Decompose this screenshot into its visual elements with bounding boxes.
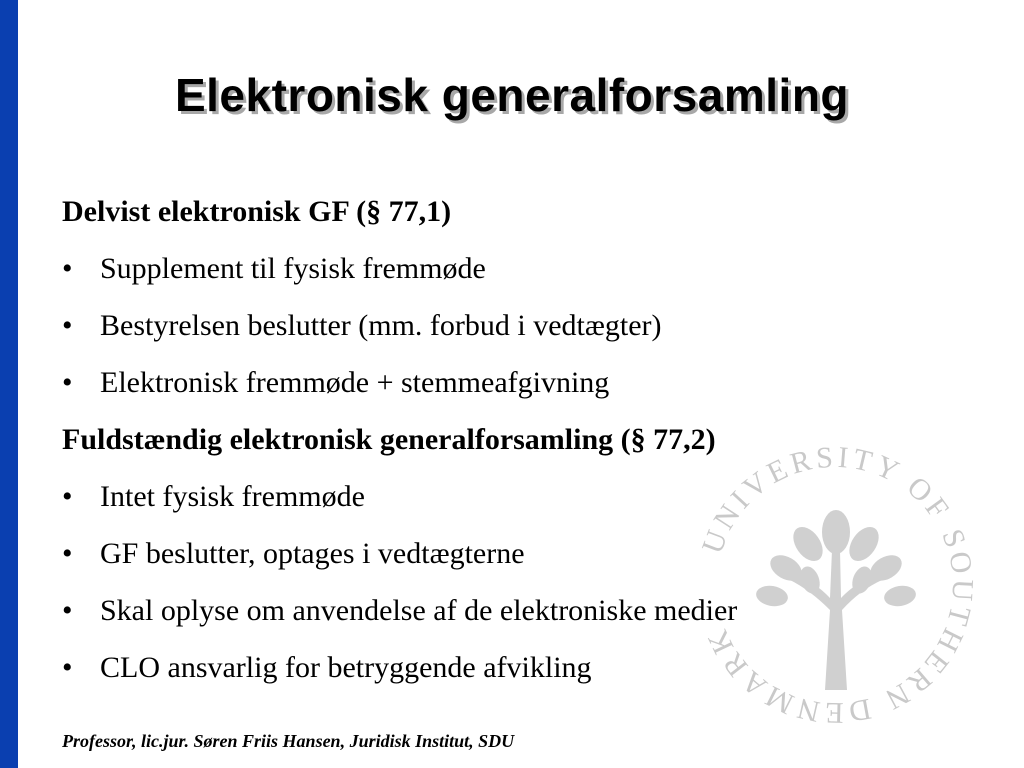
list-item <box>62 585 1002 642</box>
watermark-ring-text: UNIVERSITY OF SOUTHERN DENMARK <box>695 440 980 730</box>
section-heading-partial: Delvist elektronisk GF (§ 77,1) <box>62 195 452 228</box>
bullet-icon: • <box>62 651 73 684</box>
list-item-text: Intet fysisk fremmøde <box>100 480 365 513</box>
list-item-text: Skal oplyse om anvendelse af de elektroniske medier <box>100 594 738 627</box>
list-item <box>62 300 1002 357</box>
bullet-icon: • <box>62 480 73 513</box>
list-item <box>62 528 1002 585</box>
bullet-icon: • <box>62 537 73 570</box>
bullet-icon: • <box>62 594 73 627</box>
bullet-icon: • <box>62 366 73 399</box>
section-heading-full: Fuldstændig elektronisk generalforsamling (§ 77,2) <box>62 423 716 456</box>
bullet-icon: • <box>62 309 73 342</box>
list-item <box>62 357 1002 414</box>
bullet-icon: • <box>62 252 73 285</box>
slide-footer: Professor, lic.jur. Søren Friis Hansen, Juridisk Institut, SDU <box>62 731 515 751</box>
list-item-text: Bestyrelsen beslutter (mm. forbud i vedtægter) <box>100 309 662 342</box>
list-item <box>62 642 1002 699</box>
list-item-text: Supplement til fysisk fremmøde <box>100 252 486 285</box>
list-item-text: GF beslutter, optages i vedtægterne <box>100 537 525 570</box>
list-item <box>62 471 1002 528</box>
list-item <box>62 243 1002 300</box>
list-item-text: Elektronisk fremmøde + stemmeafgivning <box>100 366 610 399</box>
slide-title: Elektronisk generalforsamling <box>174 69 850 121</box>
slide-content <box>62 186 1002 699</box>
list-item-text: CLO ansvarlig for betryggende afvikling <box>100 651 592 684</box>
